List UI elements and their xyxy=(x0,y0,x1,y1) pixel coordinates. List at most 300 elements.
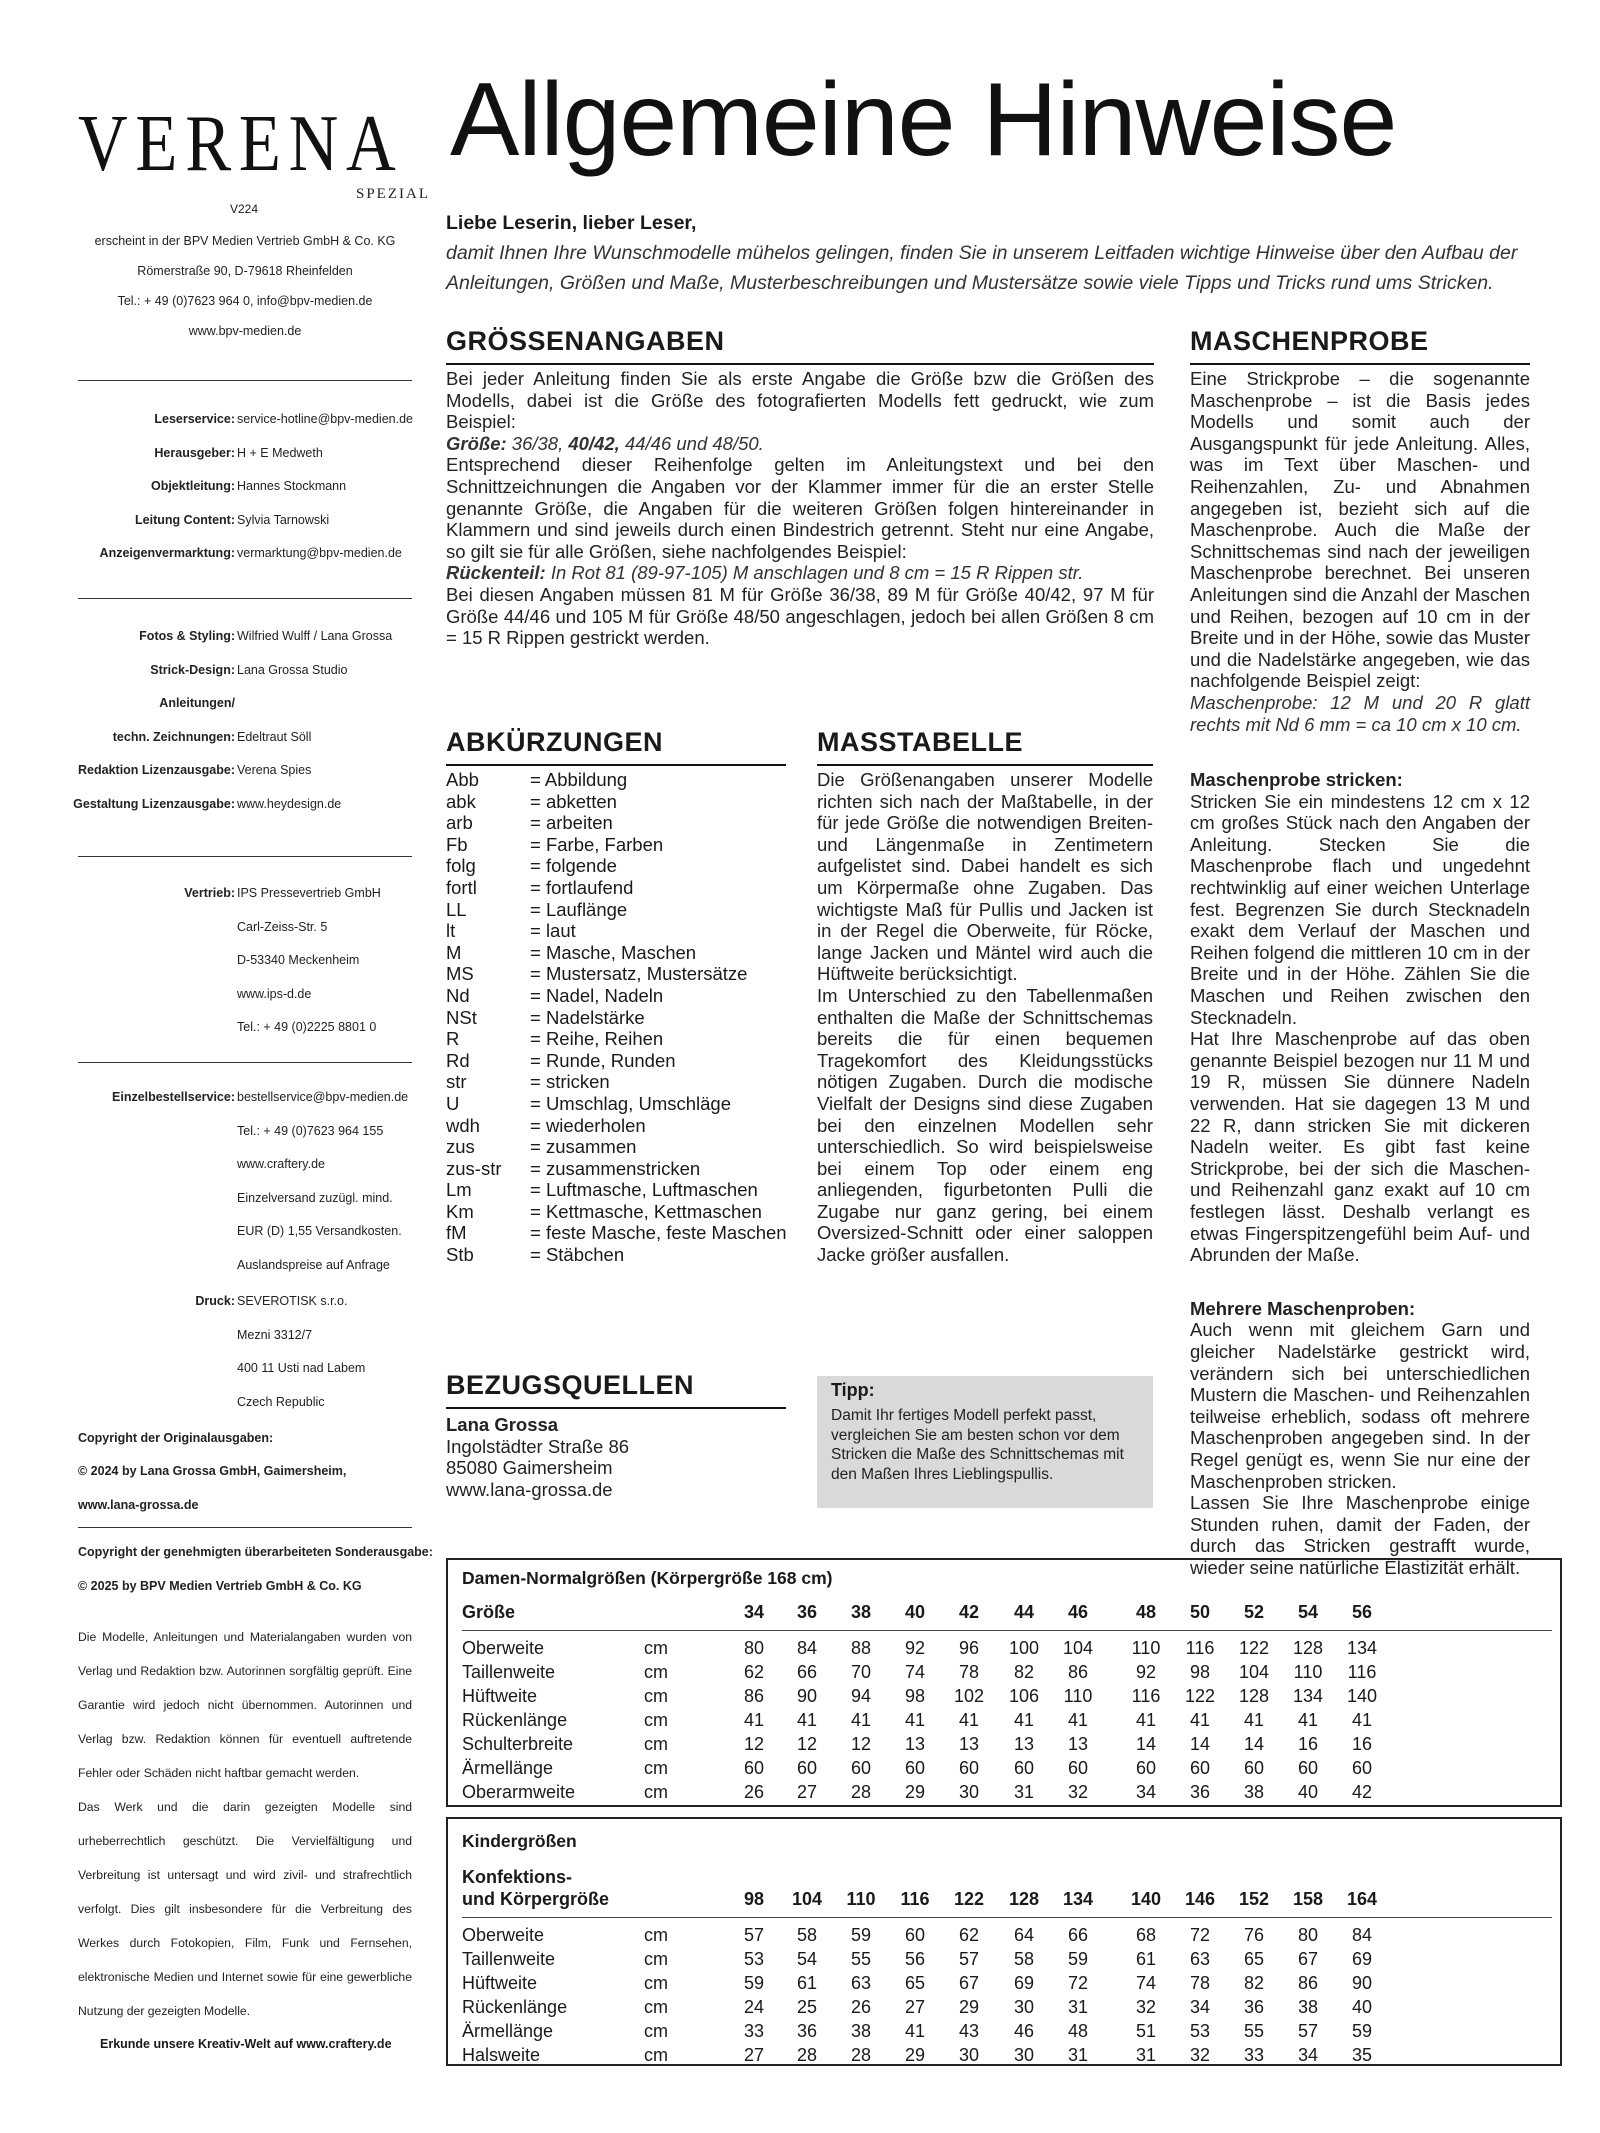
table-cell: 74 xyxy=(1135,1973,1157,1993)
table-cell: 14 xyxy=(1243,1734,1265,1754)
credit-row xyxy=(60,730,430,746)
table-cell: 14 xyxy=(1135,1734,1157,1754)
credit-value: www.ips-d.de xyxy=(237,986,312,1001)
table-cell: 60 xyxy=(850,1758,872,1778)
row-label: Halsweite xyxy=(462,2045,541,2065)
table-cell: 41 xyxy=(743,1710,765,1730)
table-cell: 30 xyxy=(1013,2045,1035,2065)
abbreviation-key: abk xyxy=(446,790,476,812)
table-cell: 128 xyxy=(1292,1638,1324,1658)
table-cell: 128 xyxy=(1008,1889,1040,1909)
abbreviation-meaning: = Umschlag, Umschläge xyxy=(530,1092,732,1114)
unit-label: cm xyxy=(644,1710,668,1730)
table-cell: 32 xyxy=(1067,1782,1089,1802)
credit-value: Tel.: + 49 (0)2225 8801 0 xyxy=(237,1020,377,1034)
credit-value: Hannes Stockmann xyxy=(237,479,347,493)
table-cell: 92 xyxy=(1135,1662,1157,1682)
table-cell: 59 xyxy=(1351,2021,1373,2041)
table-cell: 66 xyxy=(1067,1925,1089,1945)
table-cell: 48 xyxy=(1067,2021,1089,2041)
unit-label: cm xyxy=(644,1734,668,1754)
table-cell: 58 xyxy=(796,1925,818,1945)
credit-row xyxy=(60,1395,430,1411)
credit-row xyxy=(60,987,430,1003)
credit-value: D-53340 Meckenheim xyxy=(237,953,360,967)
abbreviation-key: str xyxy=(446,1071,467,1093)
page-title: Allgemeine Hinweise xyxy=(450,62,1397,178)
table-title: Kindergrößen xyxy=(462,1831,577,1851)
abbreviation-row xyxy=(446,877,787,899)
abbreviation-key: fortl xyxy=(446,876,477,898)
credit-row xyxy=(60,1020,430,1036)
table-cell: 13 xyxy=(904,1734,926,1754)
table-cell: 65 xyxy=(904,1973,926,1993)
table-row xyxy=(462,1973,1552,1997)
abbreviation-row xyxy=(446,920,787,942)
table-cell: 60 xyxy=(1297,1758,1319,1778)
maschenprobe-text xyxy=(1190,368,1530,1578)
table-cell: 55 xyxy=(1243,2021,1265,2041)
table-cell: 34 xyxy=(1135,1782,1157,1802)
table-cell: 59 xyxy=(850,1925,872,1945)
credit-label: Leserservice: xyxy=(154,412,235,426)
row-label: und Körpergröße xyxy=(462,1889,609,1909)
row-label: Taillenweite xyxy=(462,1662,556,1682)
credit-row xyxy=(60,629,430,645)
row-label: Oberweite xyxy=(462,1638,545,1658)
abbreviation-row xyxy=(446,942,787,964)
table-cell: 90 xyxy=(1351,1973,1373,1993)
publisher-line: erscheint in der BPV Medien Vertrieb GmbH & Co. KG xyxy=(94,234,396,248)
table-cell: 50 xyxy=(1189,1602,1211,1622)
divider xyxy=(78,1062,412,1063)
credit-value: Edeltraut Söll xyxy=(237,729,312,744)
abbreviation-meaning: = zusammen xyxy=(530,1136,637,1158)
abbreviation-row xyxy=(446,1222,787,1244)
table-cell: 41 xyxy=(904,1710,926,1730)
table-cell: 122 xyxy=(1238,1638,1270,1658)
credit-row xyxy=(60,663,430,679)
table-cell: 78 xyxy=(958,1662,980,1682)
unit-label: cm xyxy=(644,1638,668,1658)
table-cell: 69 xyxy=(1351,1949,1373,1969)
abbreviation-meaning: = Reihe, Reihen xyxy=(530,1028,664,1050)
table-cell: 41 xyxy=(1067,1710,1089,1730)
table-header-row xyxy=(462,1867,1552,1913)
table-cell: 60 xyxy=(1243,1758,1265,1778)
abbreviation-meaning: = Masche, Maschen xyxy=(530,941,697,963)
table-cell: 51 xyxy=(1135,2021,1157,2041)
table-row xyxy=(462,1925,1552,1949)
credit-label: Objektleitung: xyxy=(150,479,235,493)
table-row xyxy=(462,1638,1552,1662)
abbreviation-key: zus-str xyxy=(446,1157,502,1179)
table-cell: 78 xyxy=(1189,1973,1211,1993)
table-cell: 164 xyxy=(1346,1889,1378,1909)
credit-row xyxy=(60,1124,430,1140)
table-cell: 54 xyxy=(1297,1602,1319,1622)
abbreviation-meaning: = arbeiten xyxy=(530,812,613,834)
section-heading-maschenprobe: MASCHENPROBE xyxy=(1190,326,1530,365)
credit-row xyxy=(60,953,430,969)
abbreviation-meaning: = Stäbchen xyxy=(530,1244,625,1266)
credit-value: Verena Spies xyxy=(237,763,312,777)
table-cell: 66 xyxy=(796,1662,818,1682)
table-row xyxy=(462,2021,1552,2045)
table-cell: 32 xyxy=(1135,1997,1157,2017)
abbreviation-key: Nd xyxy=(446,984,470,1006)
table-cell: 94 xyxy=(850,1686,872,1706)
section-heading-masstabelle: MASSTABELLE xyxy=(817,727,1153,766)
table-row xyxy=(462,1949,1552,1973)
table-cell: 84 xyxy=(796,1638,818,1658)
credit-row xyxy=(60,1191,430,1207)
table-cell: 48 xyxy=(1135,1602,1157,1622)
credit-label: Vertrieb: xyxy=(184,886,235,900)
credit-row xyxy=(60,1294,430,1310)
supplier-web: www.lana-grossa.de xyxy=(446,1478,613,1500)
table-cell: 41 xyxy=(796,1710,818,1730)
abbreviation-key: LL xyxy=(446,898,467,920)
copyright-line: www.lana-grossa.de xyxy=(78,1498,199,1512)
supplier-street: Ingolstädter Straße 86 xyxy=(446,1435,630,1457)
table-cell: 40 xyxy=(1351,1997,1373,2017)
table-cell: 122 xyxy=(1184,1686,1216,1706)
abbreviation-meaning: = Nadelstärke xyxy=(530,1006,645,1028)
table-cell: 28 xyxy=(850,2045,872,2065)
table-cell: 12 xyxy=(850,1734,872,1754)
credit-value: Lana Grossa Studio xyxy=(237,662,348,677)
table-cell: 27 xyxy=(743,2045,765,2065)
table-cell: 60 xyxy=(1067,1758,1089,1778)
table-cell: 88 xyxy=(850,1638,872,1658)
table-cell: 74 xyxy=(904,1662,926,1682)
legal-text: Die Modelle, Anleitungen und Materialangaben wurden von Verlag und Redaktion bzw. Autorinnen sorgfältig geprüft. Eine Garantie wird jedoch nicht übernommen. Autorinnen und Verlag bzw. Redaktion können für eventuell auftretende Fehler oder Schäden nicht haftbar gemacht werden. xyxy=(78,1630,412,1780)
table-cell: 122 xyxy=(953,1889,985,1909)
table-cell: 90 xyxy=(796,1686,818,1706)
divider xyxy=(78,380,412,381)
credit-value: 400 11 Usti nad Labem xyxy=(237,1361,366,1375)
row-label: Ärmellänge xyxy=(462,2021,554,2041)
abbreviation-row xyxy=(446,812,787,834)
abbreviation-meaning: = Luftmasche, Luftmaschen xyxy=(530,1179,758,1201)
abbreviation-row xyxy=(446,1093,787,1115)
table-cell: 33 xyxy=(743,2021,765,2041)
table-cell: 110 xyxy=(1293,1662,1323,1682)
unit-label: cm xyxy=(644,1686,668,1706)
table-cell: 98 xyxy=(743,1889,765,1909)
publisher-line: Römerstraße 90, D-79618 Rheinfelden xyxy=(137,264,353,278)
credit-row xyxy=(60,797,430,813)
supplier-name: Lana Grossa xyxy=(446,1414,559,1435)
abbreviation-key: MS xyxy=(446,963,474,985)
table-cell: 34 xyxy=(1189,1997,1211,2017)
table-row xyxy=(462,1997,1552,2021)
table-cell: 41 xyxy=(958,1710,980,1730)
table-cell: 31 xyxy=(1067,1997,1089,2017)
abbreviation-meaning: = folgende xyxy=(530,855,617,877)
table-cell: 32 xyxy=(1189,2045,1211,2065)
credit-row xyxy=(60,1090,430,1106)
row-label: Hüftweite xyxy=(462,1973,538,1993)
table-cell: 38 xyxy=(850,1602,872,1622)
unit-label: cm xyxy=(644,1925,668,1945)
credit-label: Gestaltung Lizenzausgabe: xyxy=(73,796,235,811)
table-cell: 60 xyxy=(958,1758,980,1778)
unit-label: cm xyxy=(644,1997,668,2017)
table-cell: 40 xyxy=(1297,1782,1319,1802)
credit-label: Anzeigenvermarktung: xyxy=(99,546,235,560)
table-cell: 76 xyxy=(1243,1925,1265,1945)
table-row xyxy=(462,1686,1552,1710)
table-cell: 104 xyxy=(1238,1662,1270,1682)
table-cell: 59 xyxy=(743,1973,765,1993)
table-cell: 41 xyxy=(1297,1710,1319,1730)
table-cell: 53 xyxy=(743,1949,765,1969)
table-cell: 12 xyxy=(796,1734,818,1754)
masstabelle-text xyxy=(817,769,1153,1266)
abbreviation-meaning: = laut xyxy=(530,920,576,942)
table-cell: 116 xyxy=(1347,1662,1377,1682)
unit-label: cm xyxy=(644,1662,668,1682)
table-cell: 116 xyxy=(1131,1686,1161,1706)
paragraph: Hat Ihre Maschenprobe auf das oben genannte Beispiel bezogen nur 11 M und 19 R, müssen Sie dünnere Nadeln verwenden. Hat sie dagegen 13 M und 22 R, dann stricken Sie mit dickeren Nadeln weiter. Es gibt fast keine Strickprobe, bei der sich die Maschen- und Reihenzahl ganz exakt auf 10 cm festlegen lässt. Deshalb verlangt es etwas Fingerspitzengefühl beim Auf- und Abrunden der Maße. xyxy=(1190,1028,1530,1266)
table-row xyxy=(462,1782,1552,1806)
table-cell: 60 xyxy=(796,1758,818,1778)
abbreviation-row xyxy=(446,1115,787,1137)
paragraph: Die Größenangaben unserer Modelle richten sich nach der Maßtabelle, in der für jede Größe die notwendigen Breiten- und Längenmaße in Zentimetern aufgelistet sind. Dabei handelt es sich um Körpermaße ohne Zugaben. Das wichtigste Maß für Pullis und Jacken ist in der Regel die Oberweite, für Röcke, lange Jacken und Mäntel wird auch die Hüftweite berücksichtigt. xyxy=(817,769,1153,985)
credit-value: H + E Medweth xyxy=(237,445,323,460)
credit-row xyxy=(60,1224,430,1240)
table-cell: 59 xyxy=(1067,1949,1089,1969)
credit-row xyxy=(60,886,430,902)
table-cell: 80 xyxy=(1297,1925,1319,1945)
divider xyxy=(78,598,412,599)
table-cell: 62 xyxy=(743,1662,765,1682)
row-label: Ärmellänge xyxy=(462,1758,554,1778)
table-cell: 65 xyxy=(1243,1949,1265,1969)
table-cell: 67 xyxy=(958,1973,980,1993)
credit-value: Wilfried Wulff / Lana Grossa xyxy=(237,629,393,643)
table-cell: 30 xyxy=(958,2045,980,2065)
table-cell: 72 xyxy=(1189,1925,1211,1945)
table-title: Damen-Normalgrößen (Körpergröße 168 cm) xyxy=(462,1568,833,1588)
credit-row xyxy=(60,1328,430,1344)
legal-text: Das Werk und die darin gezeigten Modelle sind urheberrechtlich geschützt. Die Vervielfältigung und Verbreitung ist untersagt und wird zivil- und strafrechtlich verfolgt. Dies gilt insbesondere für die Verbreitung des Werkes durch Fotokopien, Film, Funk und Fernsehen, elektronische Medien und Internet sowie für eine gewerbliche Nutzung der gezeigten Modelle. xyxy=(78,1800,412,2018)
copyright-line: Copyright der genehmigten überarbeiteten Sonderausgabe: xyxy=(78,1545,433,1559)
unit-label: cm xyxy=(644,1758,668,1778)
abbreviation-row xyxy=(446,899,787,921)
table-cell: 60 xyxy=(1013,1758,1035,1778)
table-cell: 38 xyxy=(1243,1782,1265,1802)
credit-value: Einzelversand zuzügl. mind. xyxy=(237,1190,393,1205)
example-line xyxy=(446,562,1154,584)
abbreviation-row xyxy=(446,834,787,856)
table-cell: 54 xyxy=(796,1949,818,1969)
table-cell: 42 xyxy=(1351,1782,1373,1802)
row-label: Rückenlänge xyxy=(462,1710,568,1730)
paragraph: Lassen Sie Ihre Maschenprobe einige Stunden ruhen, damit der Faden, der durch das Stricken gestrafft wurde, wieder seine natürliche Elastizität erhält. xyxy=(1190,1492,1530,1578)
credit-label: Einzelbestellservice: xyxy=(112,1090,235,1104)
abbreviation-meaning: = Farbe, Farben xyxy=(530,833,664,855)
credit-value: Sylvia Tarnowski xyxy=(237,512,330,527)
unit-label: cm xyxy=(644,2021,668,2041)
magazine-logo: VERENA xyxy=(78,100,404,188)
abbreviation-row xyxy=(446,1007,787,1029)
row-label: Hüftweite xyxy=(462,1686,538,1706)
table-cell: 86 xyxy=(743,1686,765,1706)
credit-row xyxy=(60,696,430,712)
credit-label: Anleitungen/ xyxy=(159,696,235,710)
abbreviation-row xyxy=(446,985,787,1007)
table-cell: 40 xyxy=(904,1602,926,1622)
table-cell: 134 xyxy=(1062,1889,1094,1909)
table-cell: 27 xyxy=(796,1782,818,1802)
credit-value: bestellservice@bpv-medien.de xyxy=(237,1090,409,1104)
credit-value: Mezni 3312/7 xyxy=(237,1327,313,1342)
publisher-line: www.bpv-medien.de xyxy=(188,324,302,338)
table-cell: 62 xyxy=(958,1925,980,1945)
greeting: Liebe Leserin, lieber Leser, xyxy=(446,212,697,234)
table-cell: 80 xyxy=(743,1638,765,1658)
table-cell: 52 xyxy=(1243,1602,1265,1622)
table-cell: 58 xyxy=(1013,1949,1035,1969)
table-cell: 60 xyxy=(1351,1758,1373,1778)
abbreviation-row xyxy=(446,1028,787,1050)
table-cell: 134 xyxy=(1292,1686,1324,1706)
abbreviation-key: Abb xyxy=(446,769,479,790)
subheading: Mehrere Maschenproben: xyxy=(1190,1297,1416,1319)
table-cell: 30 xyxy=(1013,1997,1035,2017)
divider xyxy=(78,1527,412,1528)
abbreviation-meaning: = Runde, Runden xyxy=(530,1049,676,1071)
table-cell: 102 xyxy=(953,1686,985,1706)
table-cell: 38 xyxy=(1297,1997,1319,2017)
section-heading-groessen: GRÖSSENANGABEN xyxy=(446,326,1154,365)
table-row xyxy=(462,1710,1552,1734)
table-cell: 60 xyxy=(743,1758,765,1778)
divider xyxy=(78,856,412,857)
paragraph: Bei diesen Angaben müssen 81 M für Größe 36/38, 89 M für Größe 40/42, 97 M für Größe 44/46 und 105 M für Größe 48/50 angeschlagen, jedoch bei allen Größen 8 cm = 15 R Rippen gestrickt werden. xyxy=(446,583,1154,649)
abbreviation-row xyxy=(446,1201,787,1223)
table-cell: 12 xyxy=(743,1734,765,1754)
logo-subtitle: SPEZIAL xyxy=(356,186,430,202)
table-cell: 41 xyxy=(1351,1710,1373,1730)
table-cell: 61 xyxy=(796,1973,818,1993)
abbreviation-key: zus xyxy=(446,1136,475,1158)
abbreviation-key: lt xyxy=(446,920,456,942)
unit-label: cm xyxy=(644,1782,668,1802)
table-cell: 64 xyxy=(1013,1925,1035,1945)
size-table-women xyxy=(446,1558,1562,1807)
table-cell: 82 xyxy=(1013,1662,1035,1682)
publisher-info xyxy=(60,234,430,354)
copyright-line: © 2024 by Lana Grossa GmbH, Gaimersheim, xyxy=(78,1464,347,1478)
abbreviation-row xyxy=(446,1136,787,1158)
copyright-line: © 2025 by BPV Medien Vertrieb GmbH & Co. KG xyxy=(78,1579,362,1593)
abbreviation-row xyxy=(446,1071,787,1093)
row-label: Schulterbreite xyxy=(462,1734,574,1754)
credit-row xyxy=(60,1157,430,1173)
unit-label: cm xyxy=(644,2045,668,2065)
abbreviation-row xyxy=(446,963,787,985)
credit-label: Leitung Content: xyxy=(135,512,235,527)
table-cell: 13 xyxy=(958,1734,980,1754)
tip-box xyxy=(817,1376,1153,1508)
abbreviation-key: Lm xyxy=(446,1179,472,1201)
table-cell: 16 xyxy=(1351,1734,1373,1754)
abbreviation-key: arb xyxy=(446,812,473,834)
credit-value: www.heydesign.de xyxy=(237,796,342,811)
table-cell: 43 xyxy=(958,2021,980,2041)
table-cell: 106 xyxy=(1008,1686,1040,1706)
abbreviation-meaning: = zusammenstricken xyxy=(530,1157,701,1179)
table-cell: 38 xyxy=(850,2021,872,2041)
credit-row xyxy=(60,546,430,562)
paragraph: Im Unterschied zu den Tabellenmaßen enthalten die Maße der Schnittschemas bereits die für einen bequemen Tragekomfort des Kleidungsstücks nötigen Zugaben. Durch die modische Vielfalt der Designs sind diese Zugaben bei den einzelnen Modellen sehr unterschiedlich. So wird beispielsweise bei einem Top oder einem eng anliegenden, figurbetonten Pulli die Zugabe nur ganz gering, bei einem Oversized-Schnitt oder einer saloppen Jacke größer ausfallen. xyxy=(817,984,1153,1266)
paragraph: Stricken Sie ein mindestens 12 cm x 12 cm großes Stück nach den Angaben der Anleitung. Stecken Sie die Maschenprobe flach und ungedehnt rechtwinklig auf einer weichen Unterlage fest. Begrenzen Sie durch Stecknadeln exakt dem Verlauf der Maschen und Reihen folgend die mittleren 10 cm in der Breite und in der Höhe. Zählen Sie die Maschen und Reihen zwischen den Stecknadeln. xyxy=(1190,790,1530,1028)
abbreviation-meaning: = Lauflänge xyxy=(530,898,628,920)
example-value: Maschenprobe: 12 M und 20 R glatt rechts mit Nd 6 mm = ca 10 cm x 10 cm. xyxy=(1190,691,1530,735)
table-row xyxy=(462,1734,1552,1758)
table-cell: 41 xyxy=(904,2021,926,2041)
table-cell: 110 xyxy=(1131,1638,1161,1658)
table-cell: 34 xyxy=(1297,2045,1319,2065)
credit-value: Auslandspreise auf Anfrage xyxy=(237,1257,390,1272)
row-label: Rückenlänge xyxy=(462,1997,568,2017)
abbreviation-key: Rd xyxy=(446,1049,470,1071)
paragraph: Bei jeder Anleitung finden Sie als erste Angabe die Größe bzw die Größen des Modells, dabei ist die Größe des fotografierten Modells fett gedruckt, wie zum Beispiel: xyxy=(446,368,1154,433)
table-cell: 56 xyxy=(1351,1602,1373,1622)
credit-label: Redaktion Lizenzausgabe: xyxy=(78,763,235,777)
abbreviation-key: Km xyxy=(446,1200,474,1222)
table-cell: 42 xyxy=(958,1602,980,1622)
table-row xyxy=(462,1662,1552,1686)
credit-label: techn. Zeichnungen: xyxy=(112,729,235,744)
subheading: Maschenprobe stricken: xyxy=(1190,769,1403,791)
table-cell: 31 xyxy=(1135,2045,1157,2065)
table-cell: 63 xyxy=(850,1973,872,1993)
unit-label: cm xyxy=(644,1973,668,1993)
table-cell: 25 xyxy=(796,1997,818,2017)
credit-row xyxy=(60,412,430,428)
abbreviation-row xyxy=(446,1050,787,1072)
table-cell: 34 xyxy=(743,1602,765,1622)
unit-label: cm xyxy=(644,1949,668,1969)
credit-row xyxy=(60,1361,430,1377)
table-cell: 29 xyxy=(904,1782,926,1802)
abbreviation-key: fM xyxy=(446,1222,467,1244)
supplier-address xyxy=(446,1414,786,1500)
row-label: Taillenweite xyxy=(462,1949,556,1969)
table-cell: 36 xyxy=(1243,1997,1265,2017)
table-row xyxy=(462,2045,1552,2069)
table-cell: 92 xyxy=(904,1638,926,1658)
table-cell: 104 xyxy=(791,1889,823,1909)
credit-row xyxy=(60,513,430,529)
table-cell: 96 xyxy=(958,1638,980,1658)
example-line xyxy=(446,433,1154,455)
row-label: Oberarmweite xyxy=(462,1782,576,1802)
example-label: Rückenteil: xyxy=(446,562,546,584)
table-cell: 110 xyxy=(846,1889,876,1909)
table-cell: 35 xyxy=(1351,2045,1373,2065)
credit-value: SEVEROTISK s.r.o. xyxy=(237,1294,348,1308)
section-heading-abkuerzungen: ABKÜRZUNGEN xyxy=(446,727,786,766)
table-cell: 26 xyxy=(850,1997,872,2017)
table-cell: 128 xyxy=(1238,1686,1270,1706)
abbreviation-meaning: = feste Masche, feste Maschen xyxy=(530,1222,787,1244)
